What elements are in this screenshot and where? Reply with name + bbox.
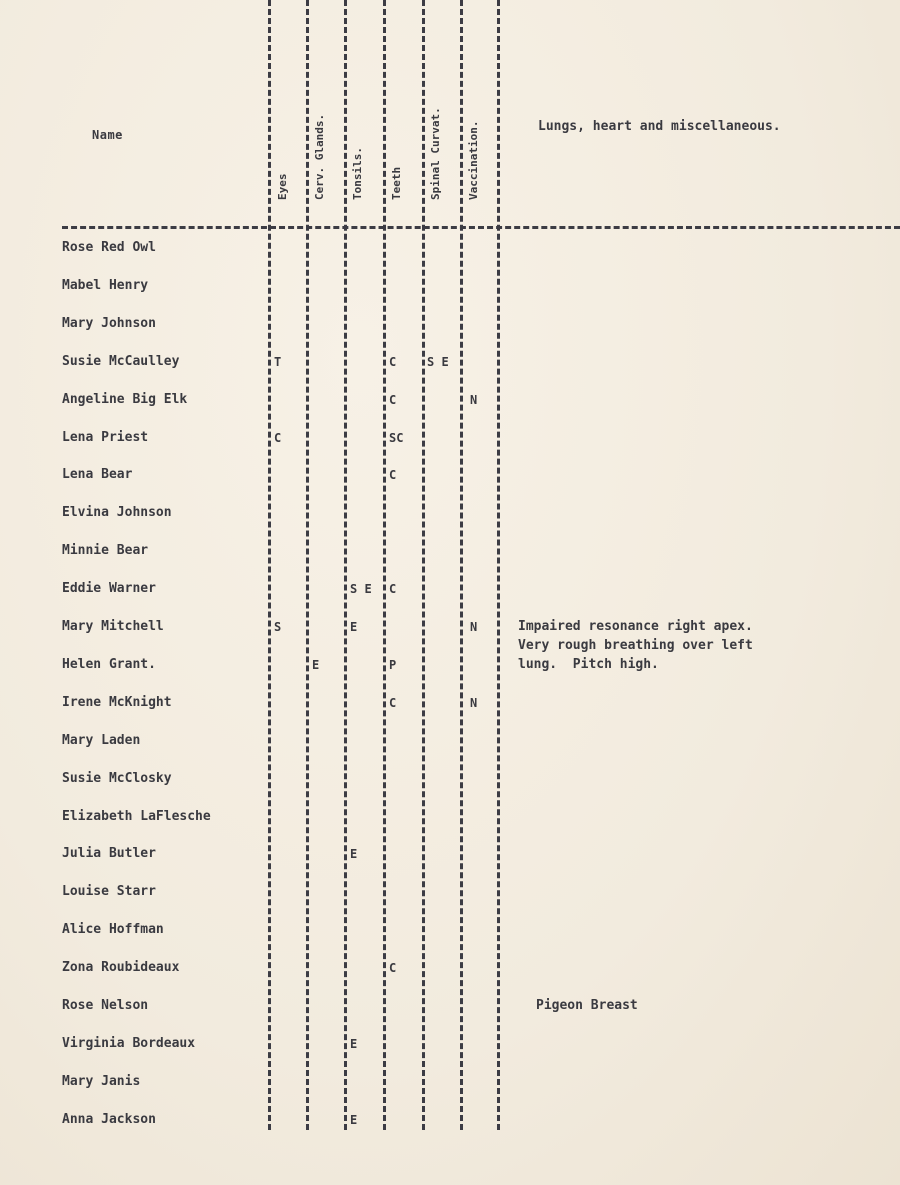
student-name: Mabel Henry xyxy=(62,278,149,293)
remark-text: Pigeon Breast xyxy=(536,998,638,1013)
tonsils-mark: E xyxy=(350,620,358,634)
eyes-column-header: Eyes xyxy=(276,173,289,200)
student-name: Rose Nelson xyxy=(62,998,149,1013)
column-rule xyxy=(306,0,309,1130)
column-rule xyxy=(383,0,386,1130)
eyes-mark: S xyxy=(274,620,282,634)
student-name: Virginia Bordeaux xyxy=(62,1036,196,1051)
student-name: Minnie Bear xyxy=(62,543,149,558)
teeth-mark: C xyxy=(389,355,397,369)
eyes-mark: T xyxy=(274,355,282,369)
student-name: Elvina Johnson xyxy=(62,505,172,520)
vaccination-column-header: Vaccination. xyxy=(467,120,480,200)
tonsils-mark: E xyxy=(350,1113,358,1127)
student-name: Louise Starr xyxy=(62,884,156,899)
student-name: Angeline Big Elk xyxy=(62,392,188,407)
vaccination-mark: N xyxy=(470,620,478,634)
student-name: Julia Butler xyxy=(62,846,156,861)
column-rule xyxy=(460,0,463,1130)
student-name: Mary Mitchell xyxy=(62,619,164,634)
student-name: Rose Red Owl xyxy=(62,240,156,255)
column-rule xyxy=(268,0,271,1130)
student-name: Mary Laden xyxy=(62,733,141,748)
tonsils-mark: E xyxy=(350,1037,358,1051)
vaccination-mark: N xyxy=(470,393,478,407)
spinal-mark: S E xyxy=(427,355,449,369)
student-name: Elizabeth LaFlesche xyxy=(62,809,211,824)
student-name: Mary Johnson xyxy=(62,316,156,331)
teeth-mark: C xyxy=(389,468,397,482)
tonsils-column-header: Tonsils. xyxy=(351,147,364,200)
student-name: Mary Janis xyxy=(62,1074,141,1089)
column-rule xyxy=(497,0,500,1130)
remarks-column-header: Lungs, heart and miscellaneous. xyxy=(538,119,781,134)
student-name: Susie McCaulley xyxy=(62,354,180,369)
tonsils-mark: S E xyxy=(350,582,372,596)
teeth-mark: C xyxy=(389,582,397,596)
student-name: Lena Bear xyxy=(62,467,133,482)
teeth-mark: P xyxy=(389,658,397,672)
eyes-mark: C xyxy=(274,431,282,445)
column-rule xyxy=(422,0,425,1130)
glands-column-header: Cerv. Glands. xyxy=(313,113,326,200)
spinal-column-header: Spinal Curvat. xyxy=(429,107,442,200)
student-name: Anna Jackson xyxy=(62,1112,156,1127)
student-name: Lena Priest xyxy=(62,430,149,445)
student-name: Helen Grant. xyxy=(62,657,156,672)
student-name: Alice Hoffman xyxy=(62,922,164,937)
glands-mark: E xyxy=(312,658,320,672)
teeth-mark: C xyxy=(389,696,397,710)
header-divider xyxy=(62,226,900,229)
column-rule xyxy=(344,0,347,1130)
student-name: Zona Roubideaux xyxy=(62,960,180,975)
tonsils-mark: E xyxy=(350,847,358,861)
student-name: Irene McKnight xyxy=(62,695,172,710)
vaccination-mark: N xyxy=(470,696,478,710)
teeth-column-header: Teeth xyxy=(390,166,403,200)
remark-text: Impaired resonance right apex. Very rough breathing over left lung. Pitch high. xyxy=(518,619,753,672)
student-name: Susie McClosky xyxy=(62,771,172,786)
name-column-header: Name xyxy=(92,128,123,142)
teeth-mark: SC xyxy=(389,431,404,445)
teeth-mark: C xyxy=(389,961,397,975)
teeth-mark: C xyxy=(389,393,397,407)
student-name: Eddie Warner xyxy=(62,581,156,596)
